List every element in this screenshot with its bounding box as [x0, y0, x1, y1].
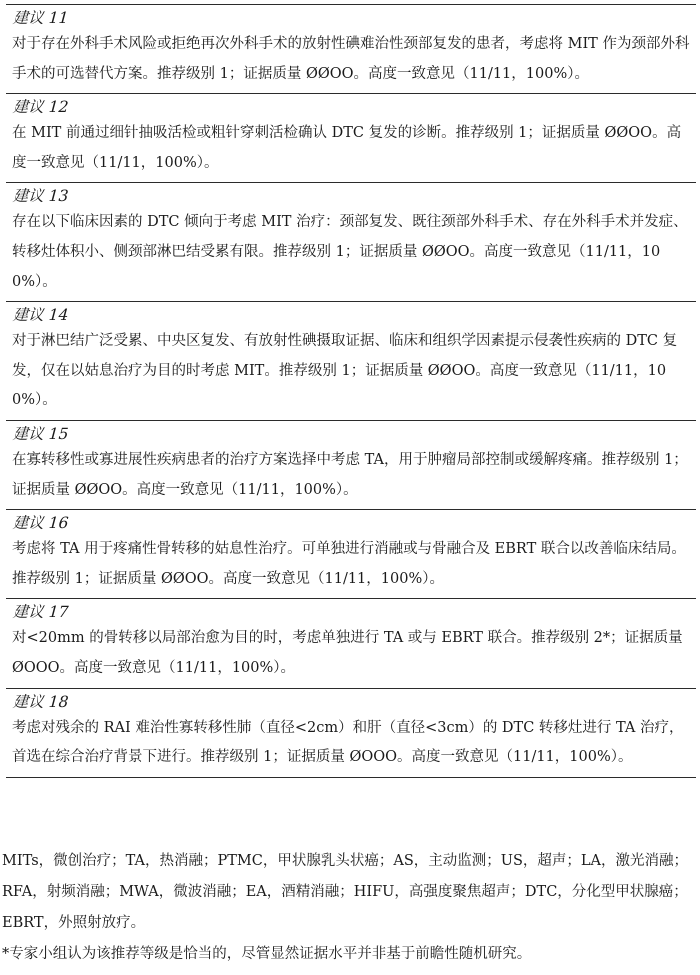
recommendation-text: 存在以下临床因素的 DTC 倾向于考虑 MIT 治疗：颈部复发、既往颈部外科手术、存在外科手术并发症、转移灶体积小、侧颈部淋巴结受累有限。推荐级别 1；证据质量 ØØOO。高度一致意见（11/11，100%）。 — [12, 214, 688, 290]
recommendation-heading: 建议 13 — [12, 187, 70, 206]
recommendation-heading: 建议 16 — [12, 514, 70, 533]
recommendation-13 — [6, 182, 696, 301]
recommendation-heading: 建议 17 — [12, 603, 70, 622]
recommendation-16 — [6, 509, 696, 598]
recommendation-text: 对<20mm 的骨转移以局部治愈为目的时，考虑单独进行 TA 或与 EBRT 联合。推荐级别 2*；证据质量 ØOOO。高度一致意见（11/11，100%）。 — [12, 630, 683, 676]
abbreviations-note: MITs，微创治疗；TA，热消融；PTMC，甲状腺乳头状癌；AS，主动监测；US，超声；LA，激光消融；RFA，射频消融；MWA，微波消融；EA，酒精消融；HIFU，高强度聚焦超声；DTC，分化型甲状腺癌；EBRT，外照射放疗。 — [2, 853, 689, 931]
recommendation-18 — [6, 688, 696, 777]
recommendation-15 — [6, 420, 696, 509]
recommendation-text: 对于存在外科手术风险或拒绝再次外科手术的放射性碘难治性颈部复发的患者，考虑将 MIT 作为颈部外科手术的可选替代方案。推荐级别 1；证据质量 ØØOO。高度一致意见（11/11，100%）。 — [12, 36, 690, 82]
recommendation-heading: 建议 11 — [12, 9, 70, 27]
recommendations-table — [6, 4, 696, 778]
table-bottom-rule — [6, 777, 696, 778]
recommendation-14 — [6, 301, 696, 420]
recommendation-12 — [6, 93, 696, 182]
recommendation-11 — [6, 4, 696, 93]
recommendation-heading: 建议 12 — [12, 98, 70, 117]
recommendation-text: 考虑对残余的 RAI 难治性寡转移性肺（直径<2cm）和肝（直径<3cm）的 DTC 转移灶进行 TA 治疗，首选在综合治疗背景下进行。推荐级别 1；证据质量 ØOOO。高度一致意见（11/11，100%）。 — [12, 719, 684, 766]
recommendation-text: 考虑将 TA 用于疼痛性骨转移的姑息性治疗。可单独进行消融或与骨融合及 EBRT 联合以改善临床结局。推荐级别 1；证据质量 ØØOO。高度一致意见（11/11，100%）。 — [12, 541, 686, 587]
recommendation-text: 在寡转移性或寡进展性疾病患者的治疗方案选择中考虑 TA，用于肿瘤局部控制或缓解疼痛。推荐级别 1；证据质量 ØØOO。高度一致意见（11/11，100%）。 — [12, 451, 688, 498]
recommendation-text: 在 MIT 前通过细针抽吸活检或粗针穿刺活检确认 DTC 复发的诊断。推荐级别 1；证据质量 ØØOO。高度一致意见（11/11，100%）。 — [12, 125, 682, 171]
footnote: *专家小组认为该推荐等级是恰当的，尽管显然证据水平并非基于前瞻性随机研究。 — [2, 946, 532, 962]
recommendation-heading: 建议 15 — [12, 424, 70, 443]
recommendation-heading: 建议 14 — [12, 306, 70, 325]
recommendation-17 — [6, 598, 696, 687]
recommendation-heading: 建议 18 — [12, 692, 70, 711]
recommendation-text: 对于淋巴结广泛受累、中央区复发、有放射性碘摄取证据、临床和组织学因素提示侵袭性疾病的 DTC 复发，仅在以姑息治疗为目的时考虑 MIT。推荐级别 1；证据质量 ØØOO。高度一致意见（11/11，100%）。 — [12, 333, 678, 409]
